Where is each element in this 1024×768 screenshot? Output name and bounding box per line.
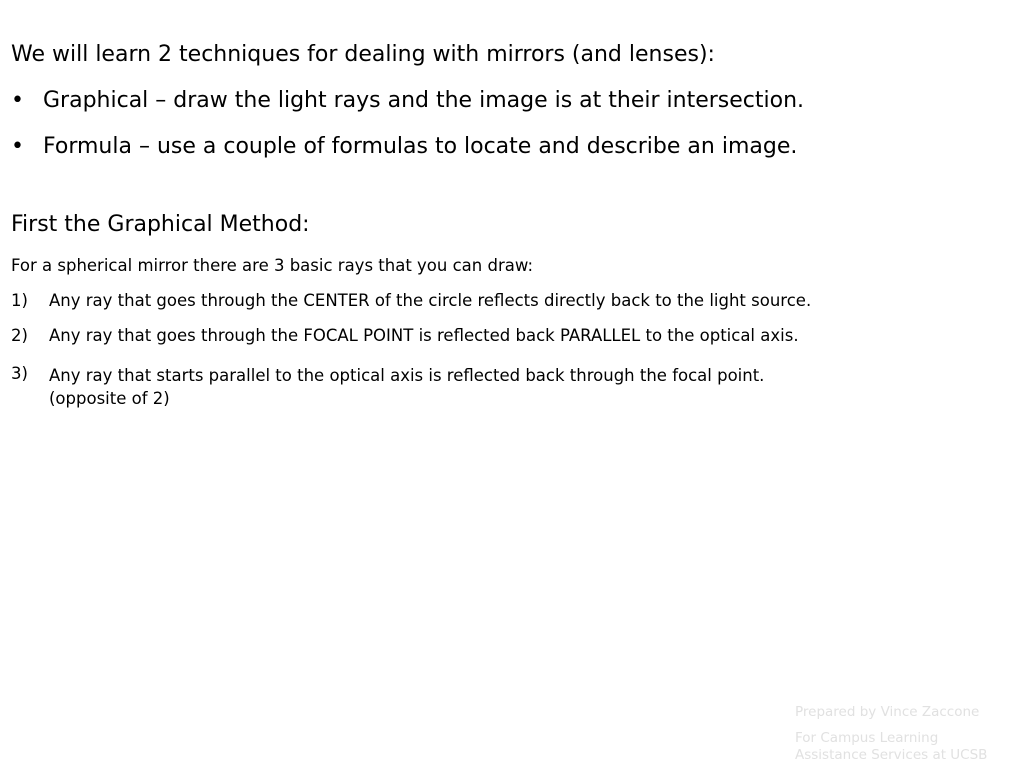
ray-2 (11, 326, 799, 345)
footer-org-line2: Assistance Services at UCSB (795, 747, 988, 763)
ray-text-continuation: (opposite of 2) (49, 389, 170, 408)
bullet: • (11, 134, 24, 159)
technique-formula (11, 134, 797, 159)
rays-intro: For a spherical mirror there are 3 basic rays that you can draw: (11, 256, 534, 275)
ray-text: Any ray that goes through the FOCAL POINT is reflected back PARALLEL to the optical axis. (49, 326, 799, 345)
ray-3 (11, 364, 764, 410)
ray-3-body (49, 364, 764, 410)
ray-number: 1) (11, 291, 28, 310)
intro-text: We will learn 2 techniques for dealing with mirrors (and lenses): (11, 42, 715, 67)
footer-prepared-by: Prepared by Vince Zaccone (795, 704, 980, 720)
technique-graphical (11, 88, 804, 113)
technique-text: Formula – use a couple of formulas to locate and describe an image. (43, 134, 798, 159)
ray-number: 2) (11, 326, 28, 345)
ray-text: Any ray that goes through the CENTER of the circle reflects directly back to the light source. (49, 291, 812, 310)
ray-1 (11, 291, 811, 310)
ray-number: 3) (11, 364, 28, 383)
section-heading: First the Graphical Method: (11, 212, 310, 237)
footer-org-line1: For Campus Learning (795, 730, 939, 746)
technique-text: Graphical – draw the light rays and the image is at their intersection. (43, 88, 805, 113)
ray-text: Any ray that starts parallel to the optical axis is reflected back through the focal point. (49, 366, 765, 385)
bullet: • (11, 88, 24, 113)
